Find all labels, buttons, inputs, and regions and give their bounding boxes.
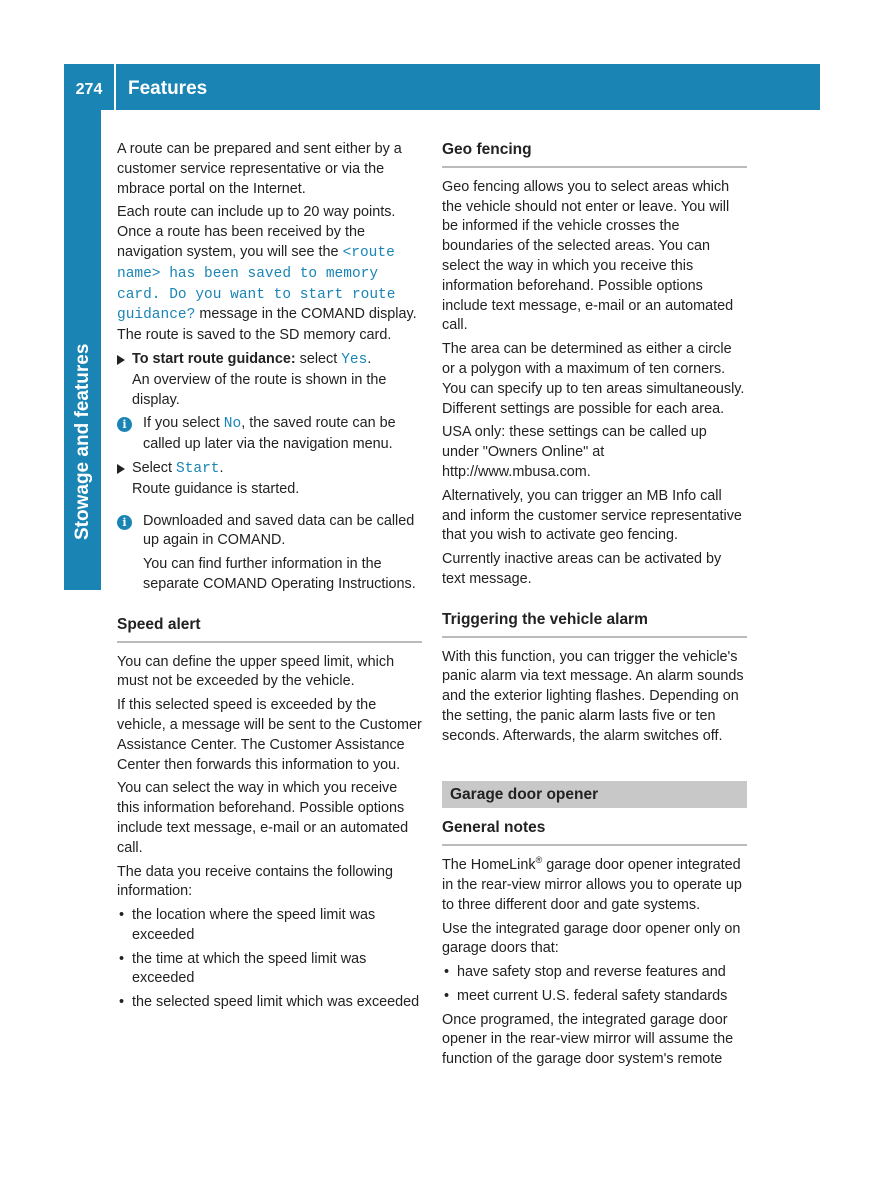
step-result: Route guidance is started. — [132, 480, 300, 497]
paragraph: Downloaded and saved data can be called up again in COMAND. — [143, 512, 415, 549]
bullet-list — [117, 906, 422, 1013]
left-column — [117, 140, 422, 1017]
right-column — [442, 140, 747, 1074]
display-message: <route name> has been saved to memory card. Do you want to start route guidance? — [117, 244, 396, 324]
paragraph: Geo fencing allows you to select areas which the vehicle should not enter or leave. You will be informed if the vehicle crosses the boundaries of the selected areas. You can select the way in which you receive this information beforehand. Possible options include text message, e-mail or an automated call. — [442, 178, 734, 334]
paragraph: A route can be prepared and sent either by a customer service representative or via the mbrace portal on the Internet. — [117, 141, 402, 197]
paragraph — [442, 856, 747, 915]
instruction-step — [117, 350, 422, 410]
paragraph: USA only: these settings can be called up under "Owners Online" at http://www.mbusa.com. — [442, 424, 707, 480]
list-item: • have safety stop and reverse features and — [442, 963, 747, 983]
text: Select — [132, 459, 176, 476]
paragraph: You can select the way in which you receive this information beforehand. Possible options include text message, e-mail or an automated call. — [117, 780, 409, 856]
paragraph: With this function, you can trigger the vehicle's panic alarm via text message. An alarm sounds and the exterior lighting flashes. Depending on the setting, the panic alarm lasts five or ten seconds. Afterwards, the alarm switches off. — [442, 648, 744, 744]
step-result: An overview of the route is shown in the display. — [132, 371, 387, 408]
step-label: To start route guidance: — [132, 350, 296, 367]
step-arrow-icon — [117, 355, 125, 365]
menu-option: Start — [176, 460, 220, 477]
section-heading: Geo fencing — [442, 140, 747, 168]
menu-option: Yes — [341, 351, 368, 368]
side-tab-label — [72, 503, 94, 540]
list-item: • meet current U.S. federal safety standards — [442, 987, 747, 1007]
page-number: 274 — [75, 81, 103, 98]
info-icon: i — [117, 417, 132, 432]
list-item: • the selected speed limit which was exceeded — [117, 993, 422, 1013]
chapter-title: Features — [128, 78, 208, 99]
text: The HomeLink — [442, 857, 536, 874]
step-arrow-icon — [117, 464, 125, 474]
section-heading: Triggering the vehicle alarm — [442, 610, 747, 638]
text: . — [219, 459, 224, 476]
menu-option: No — [223, 416, 242, 433]
paragraph: You can find further information in the separate COMAND Operating Instructions. — [143, 556, 416, 592]
paragraph: Alternatively, you can trigger an MB Info call and inform the customer service representative that you wish to activate geo fencing. — [442, 487, 742, 544]
text: garage door opener integrated in the rear-view mirror allows you to operate up to three different door and gate systems. — [442, 857, 742, 913]
paragraph: Use the integrated garage door opener only on garage doors that: — [442, 920, 741, 957]
section-heading: Speed alert — [117, 615, 422, 643]
info-icon: i — [117, 515, 132, 530]
text: If you select — [143, 415, 224, 432]
paragraph: Once programed, the integrated garage door opener in the rear-view mirror will assume the function of the garage door system's remote — [442, 1011, 734, 1068]
paragraph: You can define the upper speed limit, which must not be exceeded by the vehicle. — [117, 653, 395, 690]
page-header — [64, 64, 820, 110]
paragraph: If this selected speed is exceeded by the vehicle, a message will be sent to the Customer Assistance Center. The Customer Assistance Center then forwards this information to you. — [117, 697, 422, 773]
text: Each route can include up to 20 way points. Once a route has been received by the navigation system, you will see the — [117, 204, 396, 260]
list-item: • the time at which the speed limit was exceeded — [117, 950, 422, 990]
paragraph: The data you receive contains the following information: — [117, 863, 393, 900]
paragraph — [117, 203, 422, 346]
bullet-list — [442, 963, 747, 1007]
section-title-bar: Garage door opener — [442, 781, 747, 809]
info-note — [117, 512, 422, 595]
section-heading: General notes — [442, 818, 747, 846]
info-note — [117, 414, 422, 455]
paragraph: The area can be determined as either a circle or a polygon with a maximum of ten corners. You can specify up to ten areas simultaneously. Different settings are possible for each area. — [442, 341, 745, 417]
paragraph: Currently inactive areas can be activated by text message. — [442, 551, 722, 587]
list-item: • the location where the speed limit was exceeded — [117, 906, 422, 946]
text: , the saved route can be called up later via the navigation menu. — [143, 415, 396, 453]
text: select — [295, 350, 342, 367]
registered-mark: ® — [535, 855, 543, 866]
instruction-step — [117, 459, 422, 500]
text: . — [367, 350, 372, 367]
text: message in the COMAND display. The route is saved to the SD memory card. — [117, 306, 417, 344]
